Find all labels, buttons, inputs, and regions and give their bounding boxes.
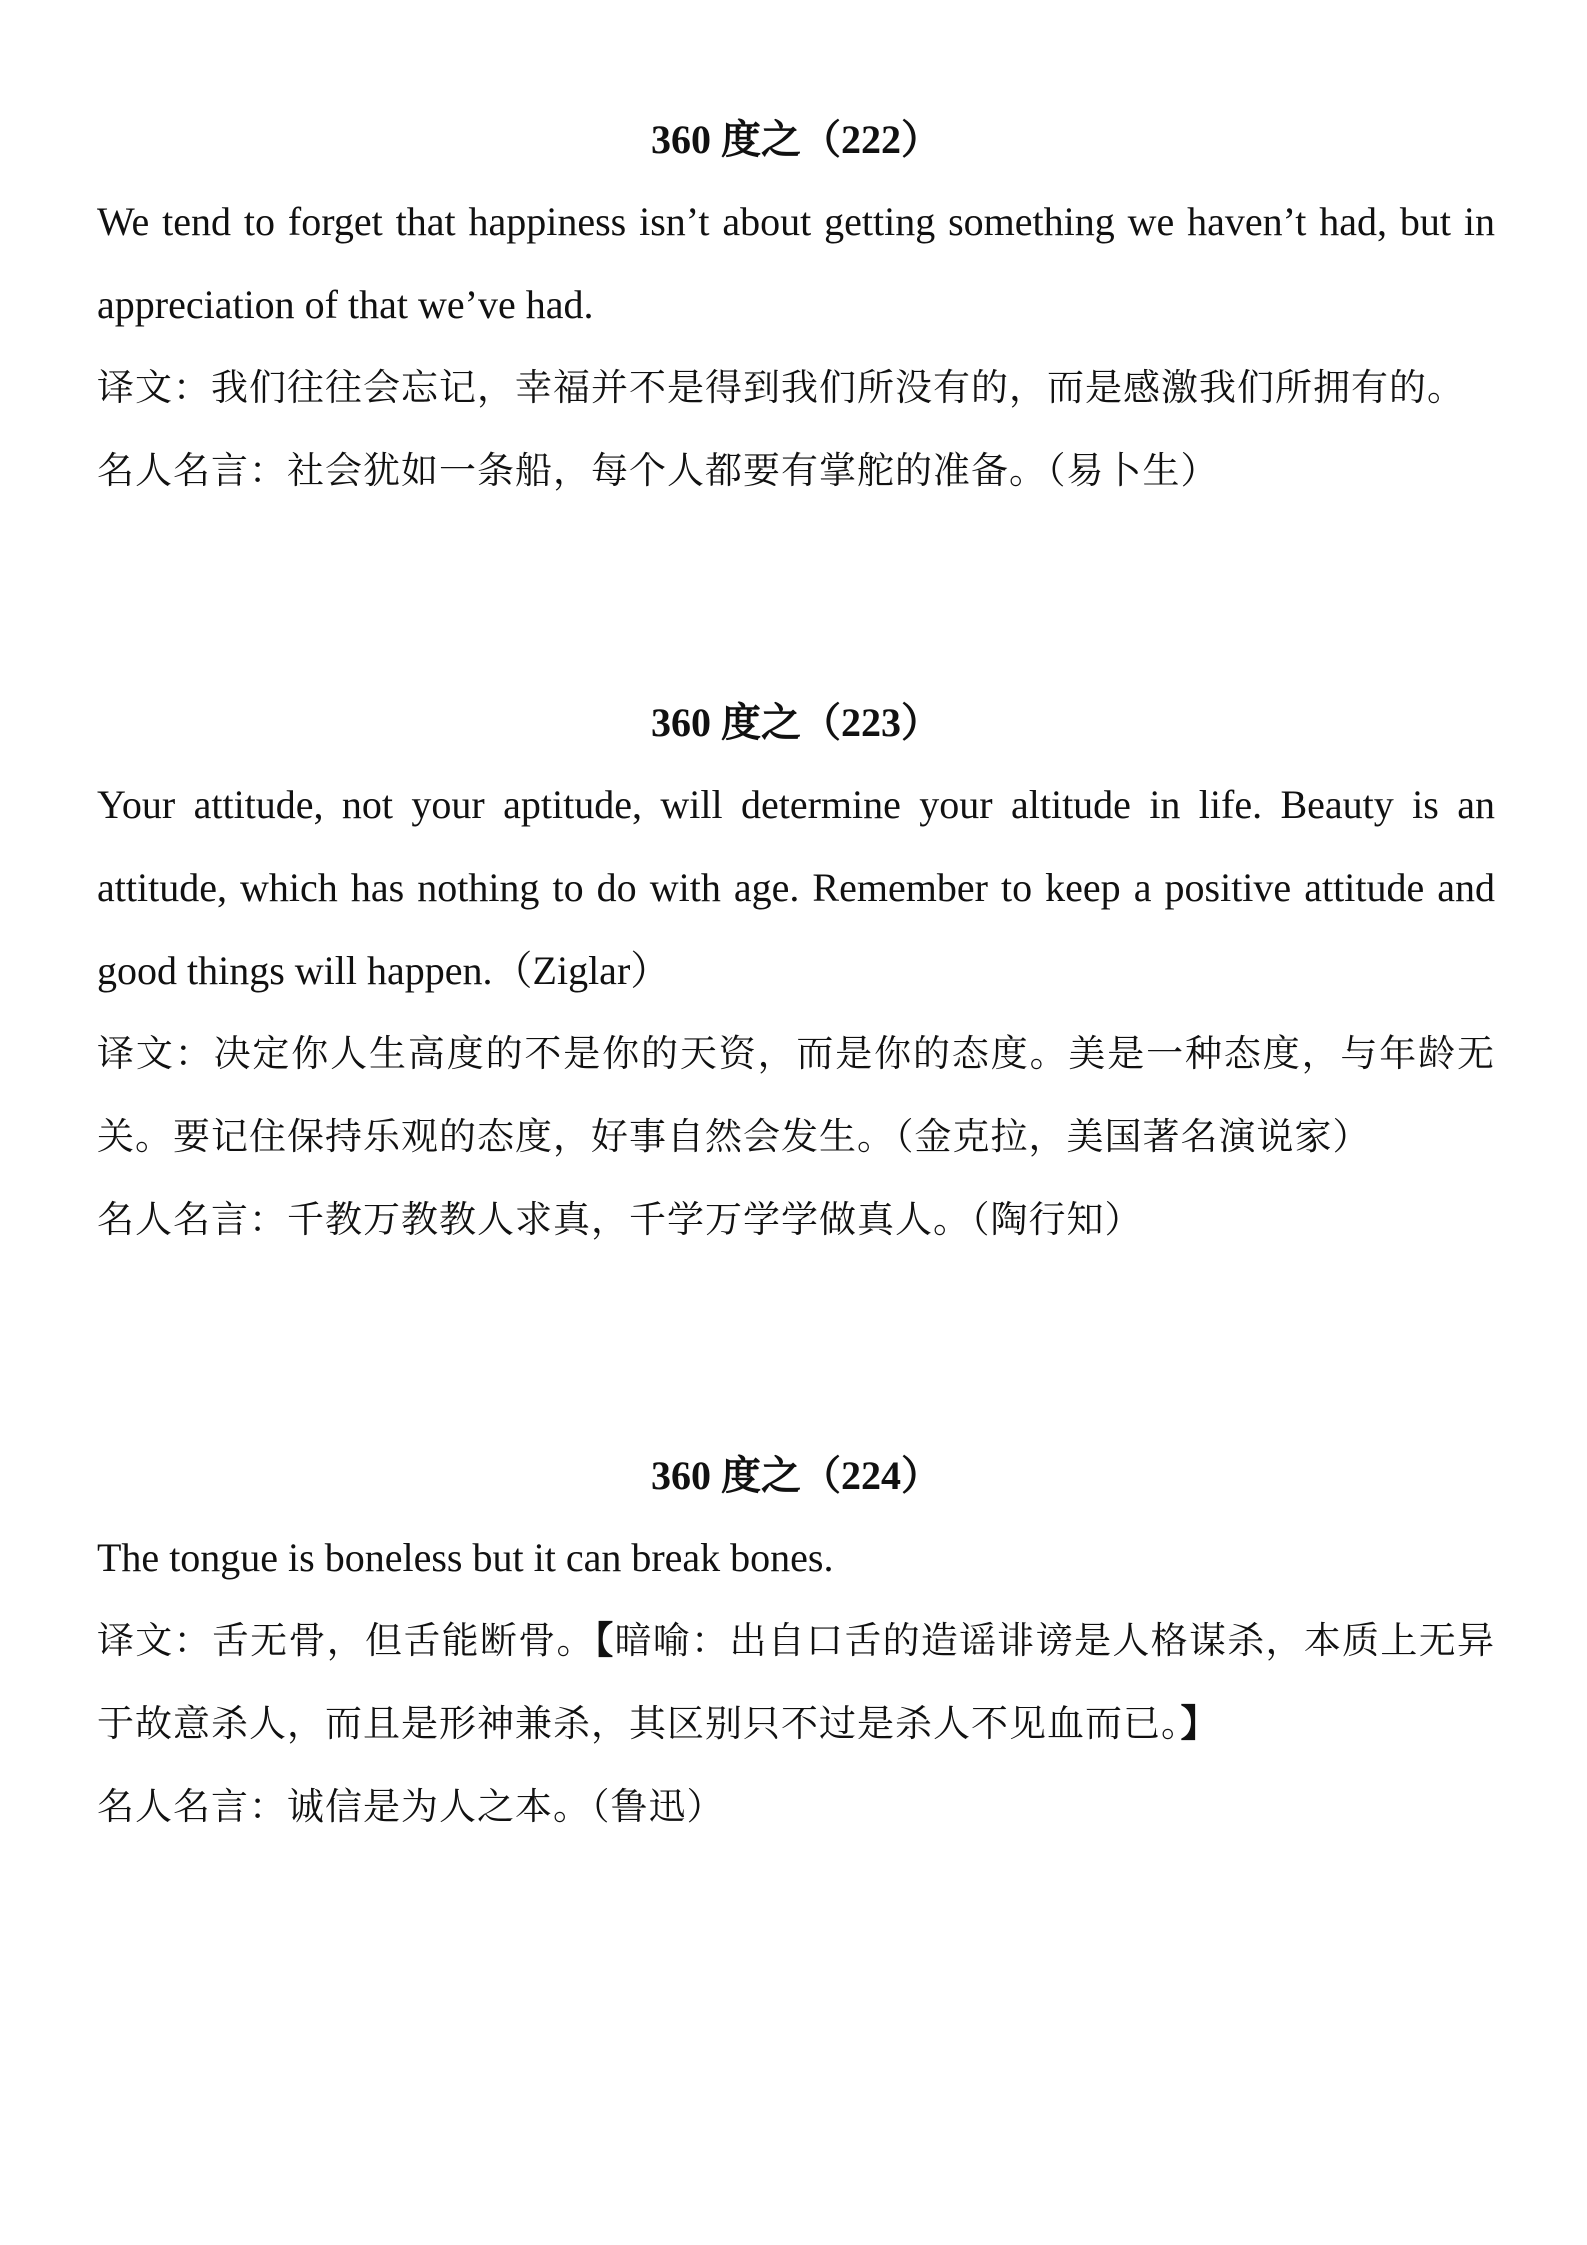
translation-text: 译文：舌无骨，但舌能断骨。 xyxy=(97,1619,595,1662)
entry-title: 360 度之（224） xyxy=(651,1453,941,1498)
chinese-translation: 译文：决定你人生高度的不是你的天资，而是你的态度。美是一种态度，与年龄无关。要记住保持乐观的态度，好事自然会发生。（金克拉，美国著名演说家） xyxy=(97,1032,1495,1158)
bracket-close: 】 xyxy=(1180,1702,1219,1745)
entry-224 xyxy=(97,1448,1495,1848)
bracket-open: 【 xyxy=(594,1619,615,1662)
english-sentence: Your attitude, not your aptitude, will determine your altitude in life. Beauty is an attitude, which has nothing to do with age. Remember to keep a positive attitude and good things will happen.（Ziglar） xyxy=(97,782,1495,993)
metaphor-note: 暗喻：出自口舌的造谣诽谤是人格谋杀，本质上无异于故意杀人，而且是形神兼杀，其区别只不过是杀人不见血而已。 xyxy=(97,1619,1496,1745)
chinese-translation: 译文：我们往往会忘记，幸福并不是得到我们所没有的，而是感激我们所拥有的。 xyxy=(97,366,1465,409)
english-sentence: We tend to forget that happiness isn’t about getting something we haven’t had, but in appreciation of that we’ve had. xyxy=(97,199,1495,327)
entry-title: 360 度之（223） xyxy=(651,700,941,745)
famous-quote: 名人名言：千教万教教人求真，千学万学学做真人。（陶行知） xyxy=(97,1198,1143,1241)
entry-title: 360 度之（222） xyxy=(651,117,941,162)
entry-222 xyxy=(97,112,1495,512)
chinese-translation xyxy=(97,1599,1495,1765)
entry-223 xyxy=(97,695,1495,1261)
famous-quote: 名人名言：社会犹如一条船，每个人都要有掌舵的准备。（易卜生） xyxy=(97,449,1219,492)
english-sentence: The tongue is boneless but it can break bones. xyxy=(97,1535,834,1580)
famous-quote: 名人名言：诚信是为人之本。（鲁迅） xyxy=(97,1785,725,1828)
